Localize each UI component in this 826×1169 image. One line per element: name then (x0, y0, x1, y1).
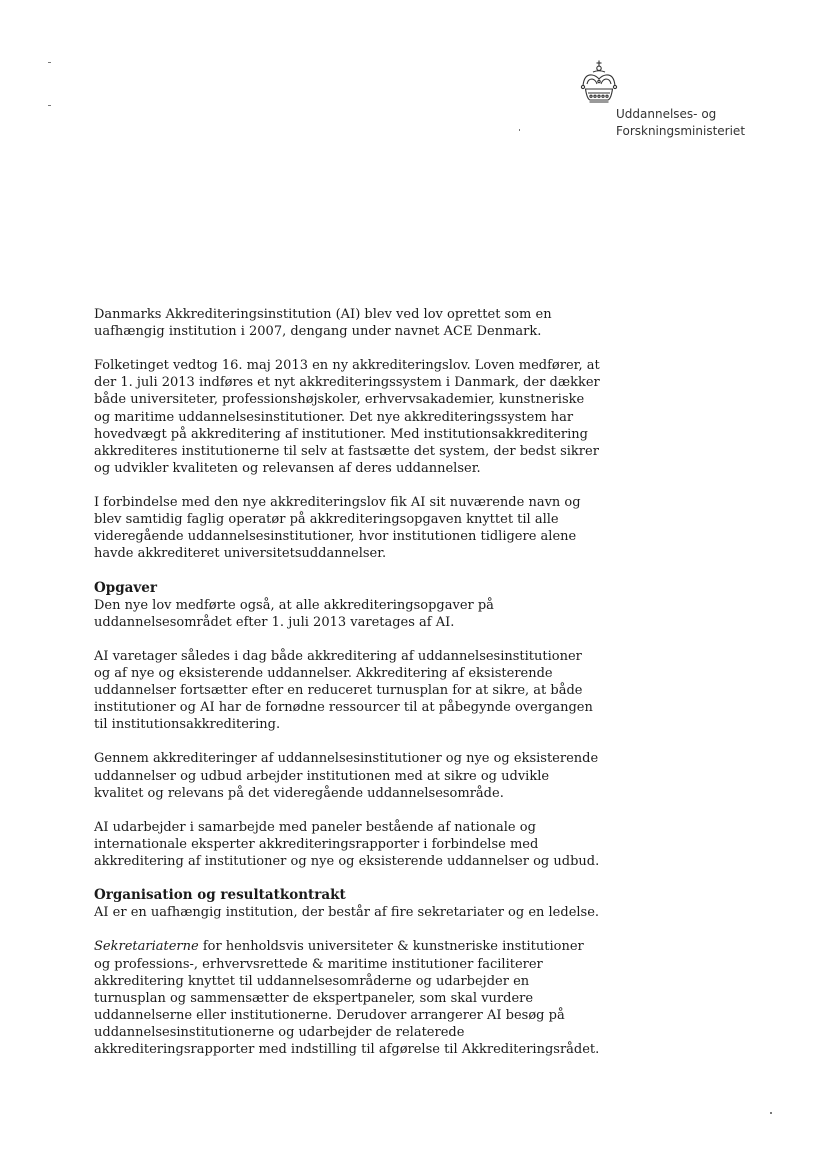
paragraph-panels: AI udarbejder i samarbejde med paneler bestående af nationale og internationale eksperter akkrediteringsrapporter i forbindelse med akkreditering af institutioner og nye og eksisterende uddannelser og udbud. (94, 819, 600, 869)
paragraph-tasks: Den nye lov medførte også, at alle akkrediteringsopgaver på uddannelsesområdet efter 1. juli 2013 varetages af AI. (94, 597, 494, 630)
heading-organisation: Organisation og resultatkontrakt (94, 887, 346, 904)
paragraph-organisation: AI er en uafhængig institution, der består af fire sekretariater og en ledelse. (94, 905, 600, 921)
crown-logo-icon (579, 60, 619, 106)
ministry-name-line2: Forskningsministeriet (616, 124, 746, 138)
paragraph-law: Folketinget vedtog 16. maj 2013 en ny akkrediteringslov. Loven medfører, at der 1. juli 2013 indføres et nyt akkrediteringssystem i Danmark, der dækker både universiteter, professionshøjskoler, erhvervsakademier, kunstneriske og maritime uddannelsesinstitutioner. Det nye akkrediteringssystem har hovedvægt på akkreditering af institutioner. Med institutionsakkreditering akkrediteres institutionerne til selv at fastsætte det system, der bedst sikrer og udvikler kvaliteten og relevansen af deres uddannelser. (94, 358, 600, 476)
paragraph-accreditation: AI varetager således i dag både akkreditering af uddannelsesinstitutioner og af nye og eksisterende uddannelser. Akkreditering af eksisterende uddannelser fortsætter efter en reduceret turnusplan for at sikre, at både institutioner og AI har de fornødne ressourcer til at påbegynde overgangen til institutionsakkreditering. (94, 648, 593, 733)
ministry-name (616, 106, 816, 140)
scan-speck (48, 62, 51, 63)
scan-speck (770, 1112, 772, 1114)
document-body (94, 306, 600, 1058)
paragraph-quality: Gennem akkrediteringer af uddannelsesinstitutioner og nye og eksisterende uddannelser og udbud arbejder institutionen med at sikre og udvikle kvalitet og relevans på det videregående uddannelsesområde. (94, 751, 599, 801)
secretariats-text: for henholdsvis universiteter & kunstneriske institutioner og professions-, erhvervsrettede & maritime institutioner faciliterer akkreditering knyttet til uddannelsesområderne og udarbejder en turnusplan og sammensætter de ekspertpaneler, som skal vurdere uddannelserne eller institutionerne. Derudover arrangerer AI besøg på uddannelsesinstitutionerne og udarbejder de relaterede akkrediteringsrapporter med indstilling til afgørelse til Akkrediteringsrådet. (94, 939, 600, 1058)
paragraph-intro: Danmarks Akkrediteringsinstitution (AI) blev ved lov oprettet som en uafhængig institution i 2007, dengang under navnet ACE Denmark. (94, 307, 552, 340)
paragraph-new-name: I forbindelse med den nye akkrediteringslov fik AI sit nuværende navn og blev samtidig faglig operatør på akkrediteringsopgaven knyttet til alle videregående uddannelsesinstitutioner, hvor institutionen tidligere alene havde akkrediteret universitetsuddannelser. (94, 495, 581, 562)
scan-speck (519, 129, 520, 131)
secretariats-term: Sekretariaterne (94, 939, 199, 955)
ministry-name-line1: Uddannelses- og (616, 107, 717, 121)
scan-speck (48, 105, 51, 106)
paragraph-secretariats (94, 938, 600, 1058)
heading-tasks: Opgaver (94, 579, 157, 596)
